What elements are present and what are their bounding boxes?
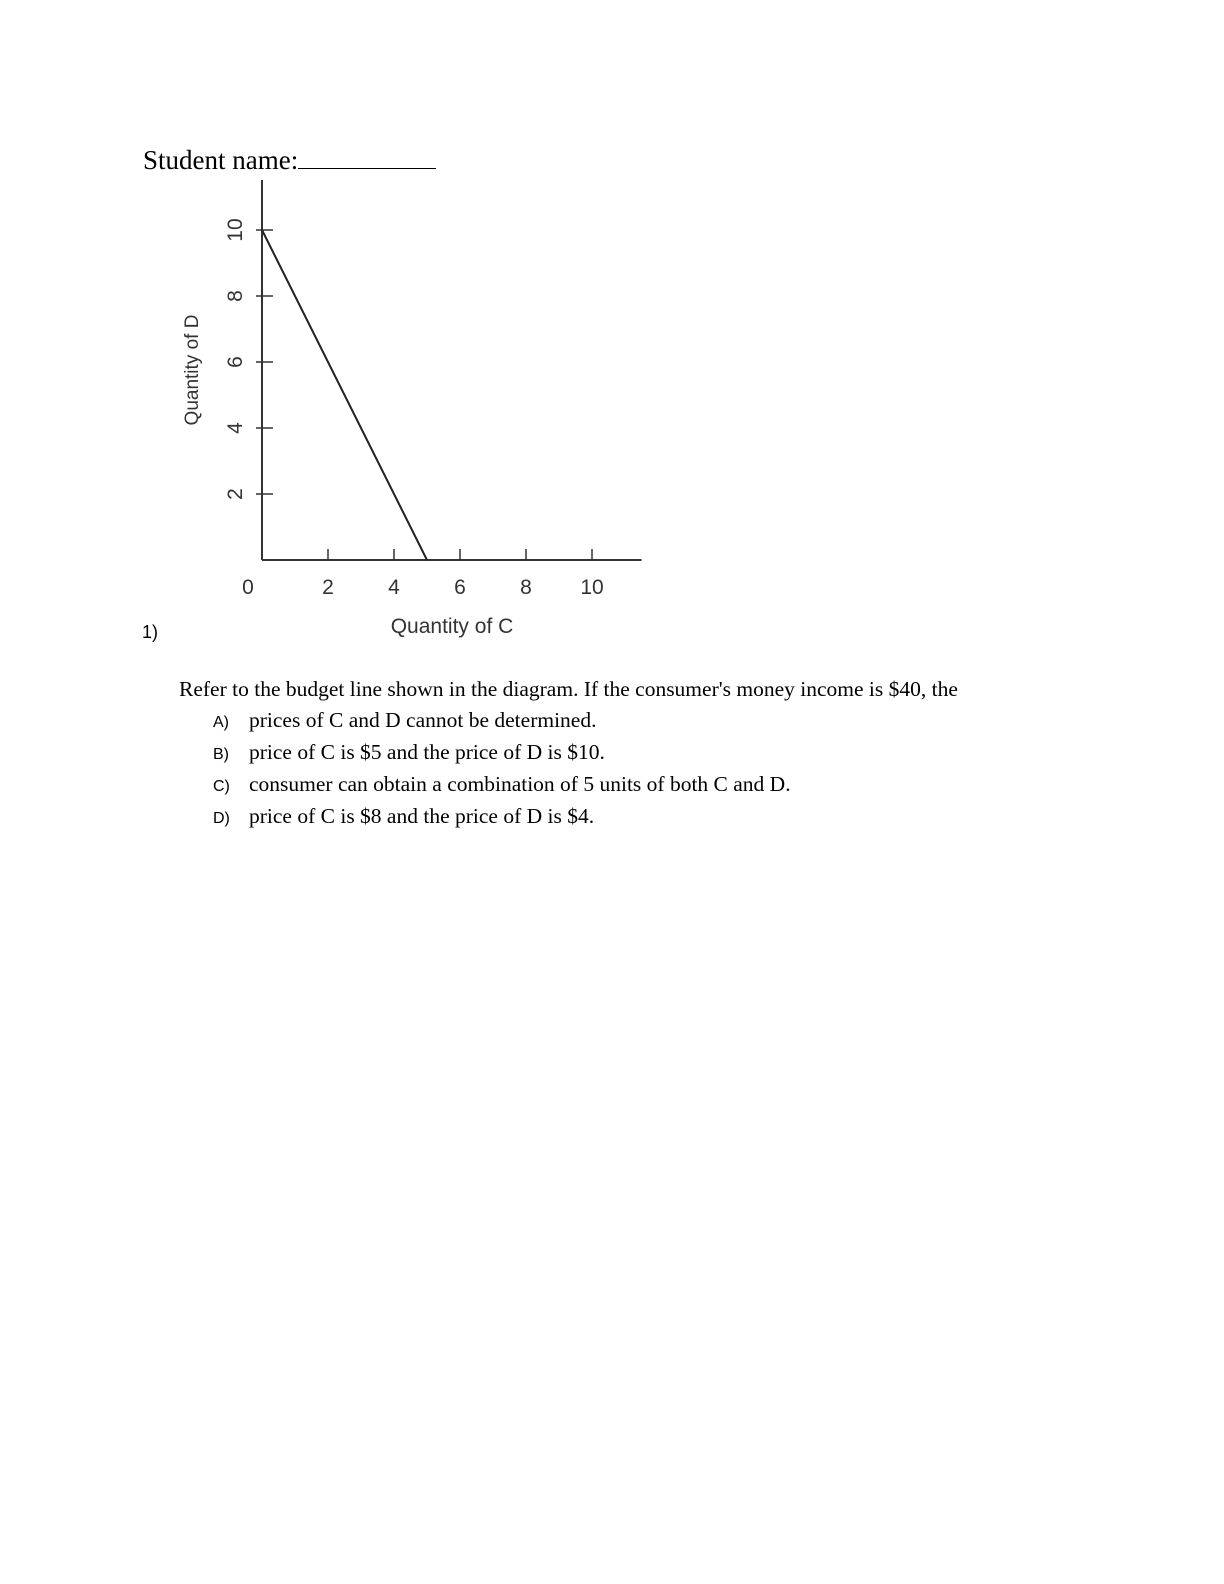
chart-axes [262,180,642,560]
option-b[interactable] [213,739,791,771]
y-axis-label: Quantity of D [182,314,203,426]
x-tick-label: 8 [520,576,532,599]
y-tick-label: 4 [224,422,247,434]
x-axis-label: Quantity of C [390,615,514,638]
question-number: 1) [142,622,159,642]
option-letter: C) [213,778,230,795]
origin-label: 0 [242,576,254,599]
chart-ticks [224,218,604,599]
x-tick-label: 4 [388,576,400,599]
y-tick-label: 2 [224,488,247,500]
budget-line [262,230,427,560]
budget-line-chart [0,0,1224,660]
option-a[interactable] [213,707,791,739]
y-tick-label: 8 [224,290,247,302]
option-c[interactable] [213,771,791,803]
x-tick-label: 2 [322,576,334,599]
option-text: prices of C and D cannot be determined. [249,708,597,732]
option-text: price of C is $5 and the price of D is $10. [249,740,605,764]
question-text: Refer to the budget line shown in the diagram. If the consumer's money income is $40, the [179,677,958,701]
option-letter: D) [213,810,230,827]
x-tick-label: 6 [454,576,466,599]
y-tick-label: 10 [224,218,247,242]
student-name-text: Student name: [143,145,299,175]
option-letter: B) [213,746,229,763]
answer-options [213,707,791,835]
y-tick-label: 6 [224,356,247,368]
option-letter: A) [213,714,229,731]
x-tick-label: 10 [580,576,604,599]
option-d[interactable] [213,803,791,835]
option-text: price of C is $8 and the price of D is $4. [249,804,595,828]
option-text: consumer can obtain a combination of 5 units of both C and D. [249,772,791,796]
chart-lines [262,230,427,560]
